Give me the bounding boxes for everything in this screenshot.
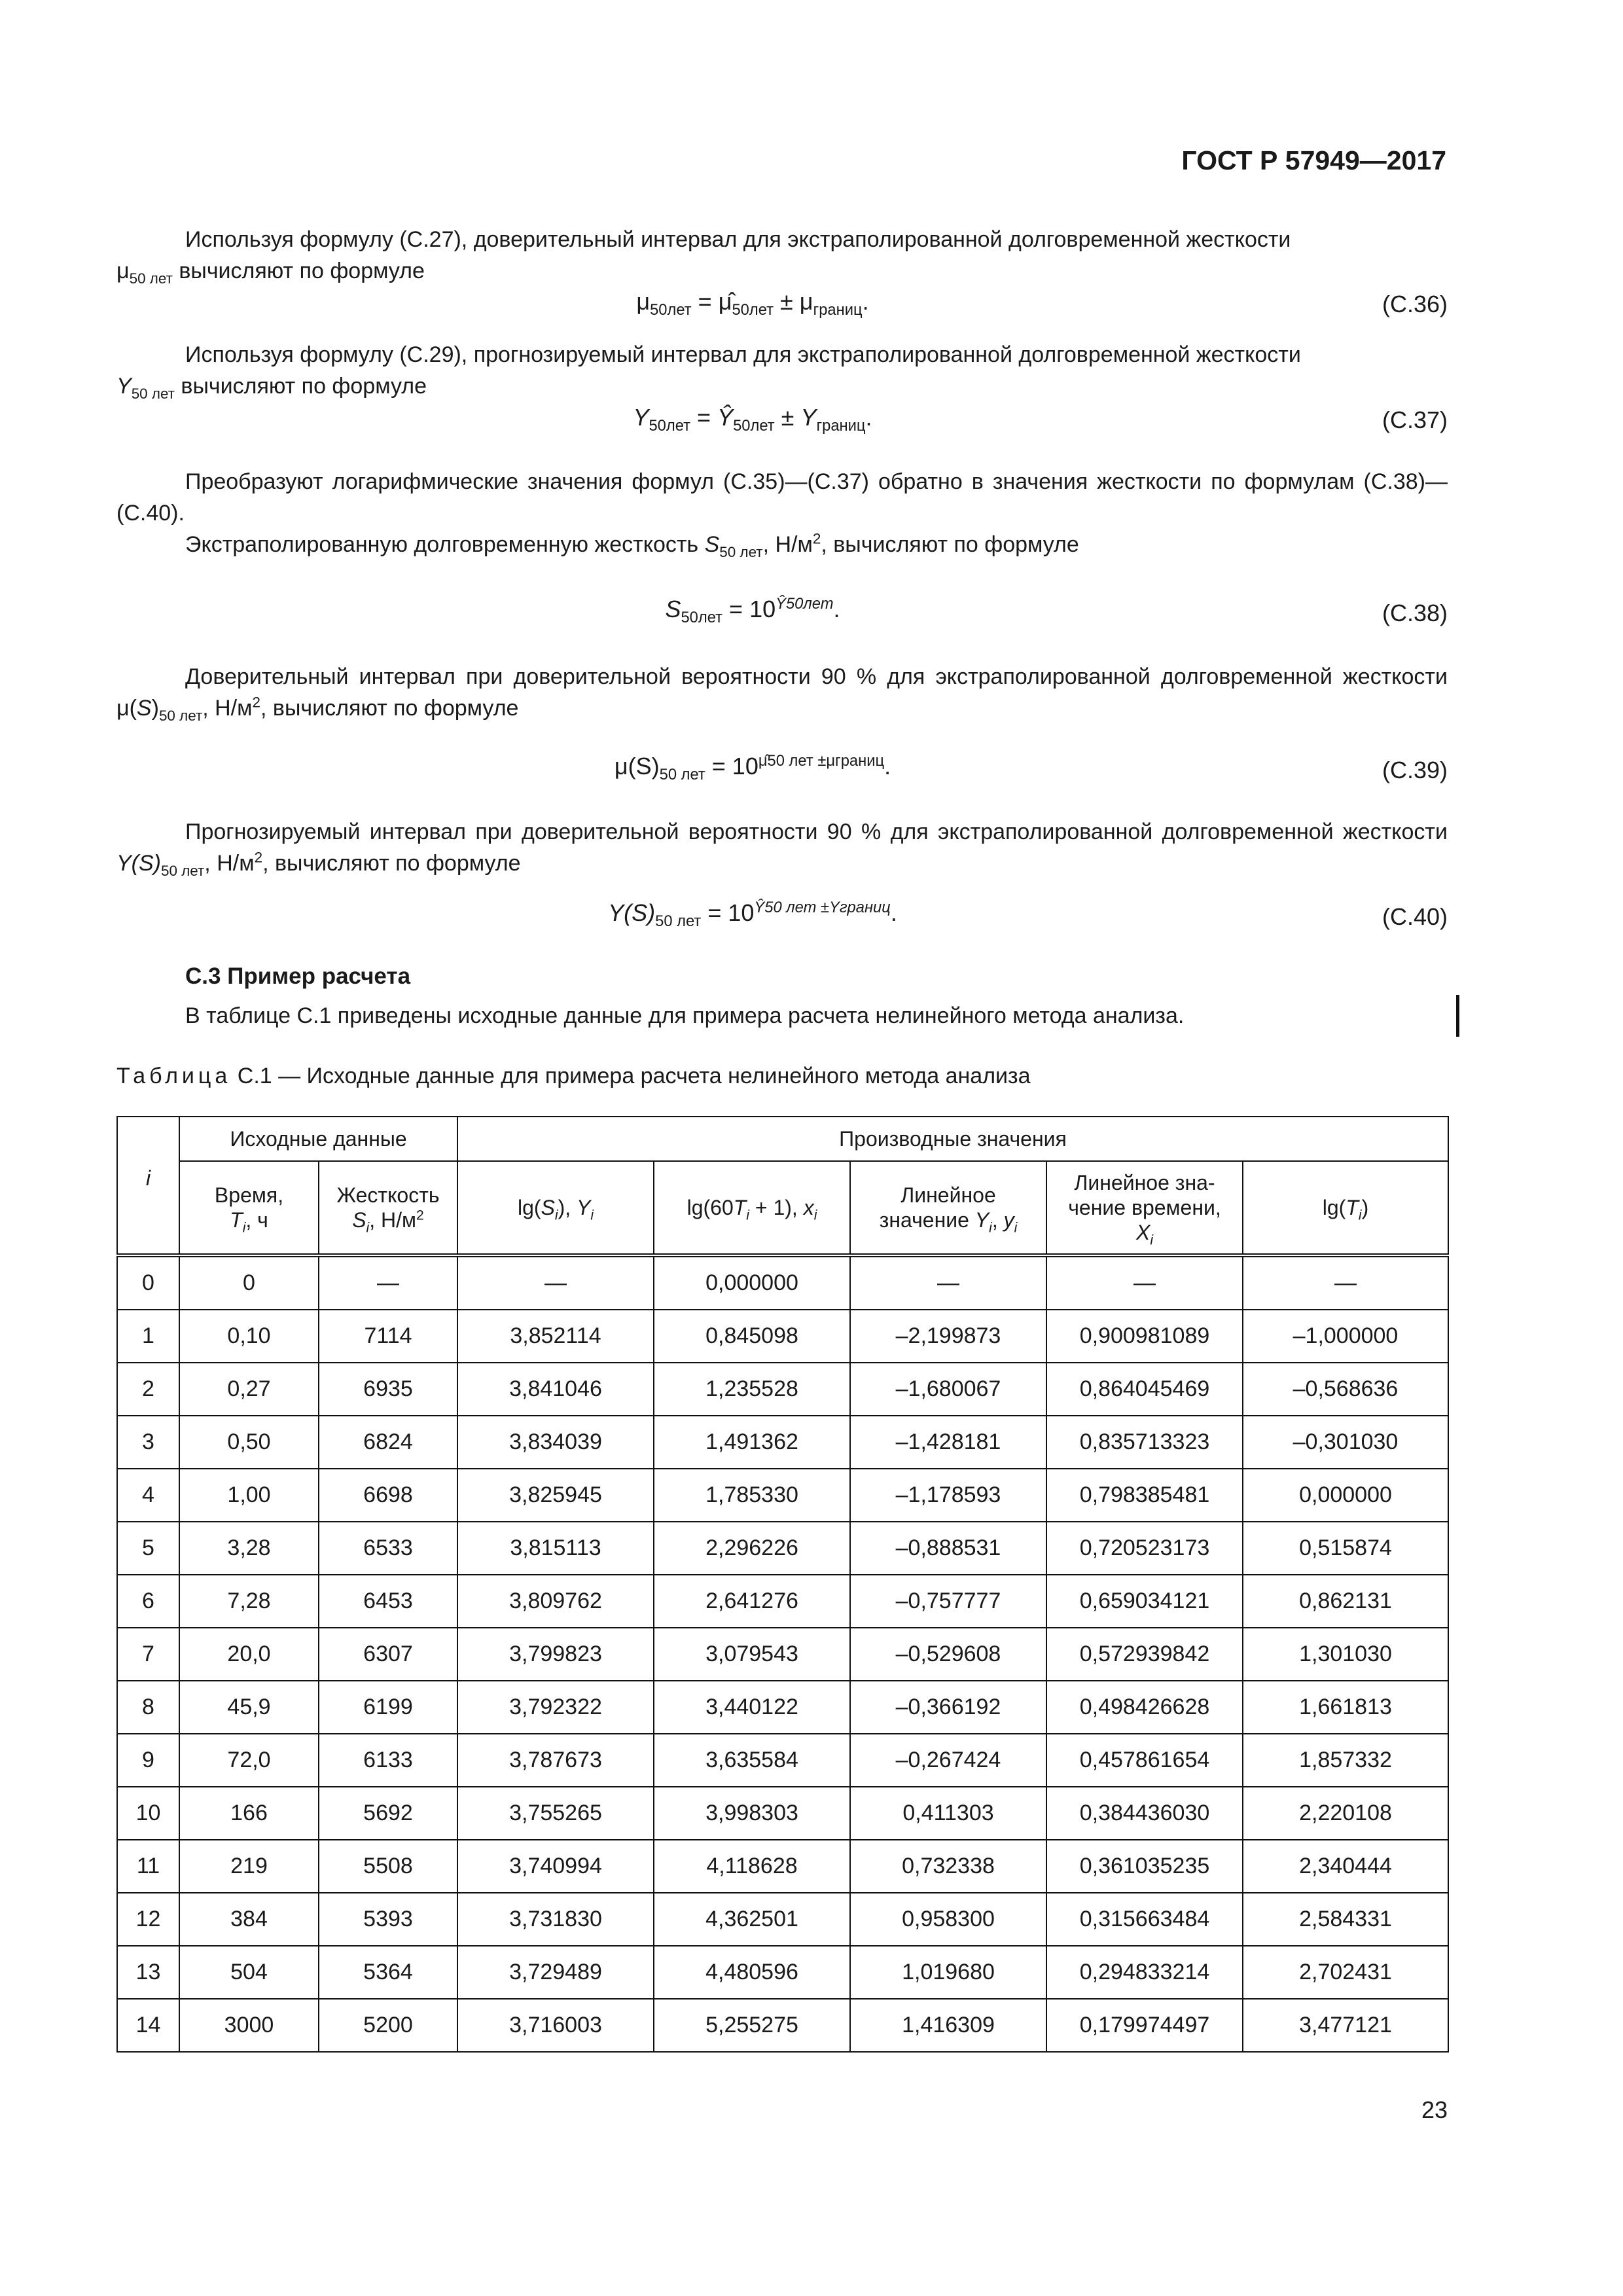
table-cell: 5393 xyxy=(319,1893,457,1946)
paragraph-text: Прогнозируемый интервал при доверительной вероятности 90 % для экстраполированной долговременной жесткости $Y(S)_{50 лет}$, $Н/м^2$, вычисляют по формуле xyxy=(116,819,1448,879)
table-header-row xyxy=(117,1117,1448,1161)
change-bar xyxy=(1456,995,1459,1037)
table-cell: 0,50 xyxy=(179,1416,319,1469)
table-cell: 384 xyxy=(179,1893,319,1946)
table-cell: –1,000000 xyxy=(1243,1310,1448,1363)
table-cell: 6824 xyxy=(319,1416,457,1469)
column-header-time: Время, $T_i$, ч xyxy=(179,1161,319,1255)
table-row xyxy=(117,1946,1448,1999)
table-cell: 0,798385481 xyxy=(1046,1469,1243,1522)
table-cell: 0,864045469 xyxy=(1046,1363,1243,1416)
table-cell: 0,457861654 xyxy=(1046,1734,1243,1787)
table-cell: 0 xyxy=(117,1255,179,1310)
table-cell: 3,792322 xyxy=(457,1681,654,1734)
table-cell: 11 xyxy=(117,1840,179,1893)
paragraph-text: Используя формулу (С.29), прогнозируемый интервал для экстраполированной долговременной жесткости xyxy=(185,342,1301,367)
table-row xyxy=(117,1681,1448,1734)
table-cell: 0,659034121 xyxy=(1046,1575,1243,1628)
table-row xyxy=(117,1628,1448,1681)
table-cell: 3,834039 xyxy=(457,1416,654,1469)
paragraph-text: Используя формулу (С.27), доверительный интервал для экстраполированной долговременной жесткости xyxy=(185,227,1291,252)
table-cell: 5508 xyxy=(319,1840,457,1893)
table-cell: 5364 xyxy=(319,1946,457,1999)
formula-c37: $Y_{50лет}$ = $Ŷ_{50лет} \pm Y_{границ}$. xyxy=(633,404,872,435)
table-cell: 45,9 xyxy=(179,1681,319,1734)
table-cell: 166 xyxy=(179,1787,319,1840)
column-header-linear-y: Линейное значение $Y_i$, $y_i$ xyxy=(850,1161,1046,1255)
table-row xyxy=(117,1999,1448,2052)
table-cell: 12 xyxy=(117,1893,179,1946)
table-cell: 3,635584 xyxy=(654,1734,850,1787)
table-cell: 5,255275 xyxy=(654,1999,850,2052)
formula-c40: $Y(S)_{50 лет} = 10^{Ŷ50 лет \pm Yграниц}$. xyxy=(608,899,897,931)
table-cell: 1,301030 xyxy=(1243,1628,1448,1681)
table-cell: 3,787673 xyxy=(457,1734,654,1787)
table-cell: 1,00 xyxy=(179,1469,319,1522)
table-cell: — xyxy=(1046,1255,1243,1310)
table-row xyxy=(117,1787,1448,1840)
table-cell: 4,480596 xyxy=(654,1946,850,1999)
table-cell: 0,720523173 xyxy=(1046,1522,1243,1575)
table-cell: — xyxy=(319,1255,457,1310)
table-cell: 2 xyxy=(117,1363,179,1416)
table-cell: 5 xyxy=(117,1522,179,1575)
table-row xyxy=(117,1522,1448,1575)
table-cell: 2,296226 xyxy=(654,1522,850,1575)
table-cell: 0,958300 xyxy=(850,1893,1046,1946)
table-cell: 2,584331 xyxy=(1243,1893,1448,1946)
table-row xyxy=(117,1840,1448,1893)
column-header-i: i xyxy=(117,1117,179,1255)
table-cell: 2,702431 xyxy=(1243,1946,1448,1999)
table-cell: 0,900981089 xyxy=(1046,1310,1243,1363)
table-cell: 10 xyxy=(117,1787,179,1840)
formula-c36: $\mu_{50лет}$ = $\mû_{50лет} \pm \mu_{границ}$. xyxy=(636,288,869,319)
table-cell: 0,498426628 xyxy=(1046,1681,1243,1734)
table-cell: 1,491362 xyxy=(654,1416,850,1469)
table-cell: 6133 xyxy=(319,1734,457,1787)
table-cell: –0,529608 xyxy=(850,1628,1046,1681)
table-caption-text: С.1 — Исходные данные для примера расчета нелинейного метода анализа xyxy=(231,1064,1031,1088)
paragraph-c37-intro xyxy=(116,339,1448,402)
table-row xyxy=(117,1469,1448,1522)
table-cell: 3,825945 xyxy=(457,1469,654,1522)
paragraph-text: Экстраполированную долговременную жесткость $S_{50 лет}$, $Н/м^2$, вычисляют по формуле xyxy=(185,530,1079,560)
formula-c38: $S_{50лет} = 10^{Ŷ50лет}$. xyxy=(665,595,840,627)
formula-c39: $\mu(S)_{50 лет} = 10^{\mû50 лет \pm\mu границ}$. xyxy=(614,752,891,784)
formula-number: (С.39) xyxy=(1382,757,1448,783)
table-cell: 6698 xyxy=(319,1469,457,1522)
table-cell: 0,572939842 xyxy=(1046,1628,1243,1681)
table-cell: –0,568636 xyxy=(1243,1363,1448,1416)
table-cell: –0,366192 xyxy=(850,1681,1046,1734)
paragraph-c39-intro xyxy=(116,661,1448,724)
table-cell: 0,835713323 xyxy=(1046,1416,1243,1469)
table-cell: 4,362501 xyxy=(654,1893,850,1946)
table-row xyxy=(117,1310,1448,1363)
table-cell: 0,732338 xyxy=(850,1840,1046,1893)
column-header-stiffness: Жесткость $S_i$, $Н/м^2$ xyxy=(319,1161,457,1255)
table-cell: 3,852114 xyxy=(457,1310,654,1363)
table-cell: 2,641276 xyxy=(654,1575,850,1628)
table-cell: 0,000000 xyxy=(654,1255,850,1310)
table-cell: 6533 xyxy=(319,1522,457,1575)
table-cell: 0,27 xyxy=(179,1363,319,1416)
table-cell: 0,179974497 xyxy=(1046,1999,1243,2052)
table-cell: –0,301030 xyxy=(1243,1416,1448,1469)
table-cell: –1,428181 xyxy=(850,1416,1046,1469)
table-row xyxy=(117,1416,1448,1469)
table-cell: 3,079543 xyxy=(654,1628,850,1681)
table-cell: 1,661813 xyxy=(1243,1681,1448,1734)
table-cell: 5200 xyxy=(319,1999,457,2052)
table-cell: 3,841046 xyxy=(457,1363,654,1416)
table-cell: 1,857332 xyxy=(1243,1734,1448,1787)
table-cell: 3 xyxy=(117,1416,179,1469)
formula-number: (С.37) xyxy=(1382,406,1448,433)
table-cell: –1,178593 xyxy=(850,1469,1046,1522)
formula-number: (С.40) xyxy=(1382,903,1448,930)
table-cell: –1,680067 xyxy=(850,1363,1046,1416)
table-cell: 0,845098 xyxy=(654,1310,850,1363)
table-cell: 3,799823 xyxy=(457,1628,654,1681)
table-cell: — xyxy=(457,1255,654,1310)
table-cell: 3,731830 xyxy=(457,1893,654,1946)
column-header-lg-60t: $\lg(60T_i + 1)$, $x_i$ xyxy=(654,1161,850,1255)
table-cell: 3,729489 xyxy=(457,1946,654,1999)
table-cell: 14 xyxy=(117,1999,179,2052)
data-table xyxy=(116,1116,1449,2053)
table-row xyxy=(117,1363,1448,1416)
table-cell: 3,716003 xyxy=(457,1999,654,2052)
table-cell: 72,0 xyxy=(179,1734,319,1787)
table-body xyxy=(117,1255,1448,2052)
table-cell: 3,755265 xyxy=(457,1787,654,1840)
table-cell: 20,0 xyxy=(179,1628,319,1681)
table-cell: –2,199873 xyxy=(850,1310,1046,1363)
table-cell: 6453 xyxy=(319,1575,457,1628)
table-cell: 13 xyxy=(117,1946,179,1999)
paragraph-c40-intro xyxy=(116,816,1448,879)
table-cell: 0,361035235 xyxy=(1046,1840,1243,1893)
table-cell: –0,888531 xyxy=(850,1522,1046,1575)
table-cell: –0,757777 xyxy=(850,1575,1046,1628)
table-cell: — xyxy=(1243,1255,1448,1310)
page-number: 23 xyxy=(1421,2096,1448,2123)
table-cell: — xyxy=(850,1255,1046,1310)
table-row xyxy=(117,1734,1448,1787)
table-row xyxy=(117,1255,1448,1310)
table-cell: 3,477121 xyxy=(1243,1999,1448,2052)
table-cell: 9 xyxy=(117,1734,179,1787)
table-cell: 1,235528 xyxy=(654,1363,850,1416)
table-cell: 3,28 xyxy=(179,1522,319,1575)
column-header-linear-x: Линейное зна- чение времени, $X_i$ xyxy=(1046,1161,1243,1255)
table-cell: 0,411303 xyxy=(850,1787,1046,1840)
table-cell: 4 xyxy=(117,1469,179,1522)
column-group-derived: Производные значения xyxy=(457,1117,1448,1161)
table-cell: 3,998303 xyxy=(654,1787,850,1840)
table-cell: 6 xyxy=(117,1575,179,1628)
table-cell: 8 xyxy=(117,1681,179,1734)
table-cell: 2,220108 xyxy=(1243,1787,1448,1840)
table-cell: 504 xyxy=(179,1946,319,1999)
paragraph-c36-intro xyxy=(116,224,1448,287)
table-cell: 3,815113 xyxy=(457,1522,654,1575)
column-header-lg-s: $\lg(S_i)$, $Y_i$ xyxy=(457,1161,654,1255)
table-cell: 3000 xyxy=(179,1999,319,2052)
table-cell: 0,384436030 xyxy=(1046,1787,1243,1840)
table-caption xyxy=(116,1064,1031,1089)
paragraph-text: Преобразуют логарифмические значения формул (С.35)—(С.37) обратно в значения жесткости по формулам (С.38)—(С.40). xyxy=(116,469,1448,526)
column-header-lg-t: $\lg(T_i)$ xyxy=(1243,1161,1448,1255)
table-cell: 0,862131 xyxy=(1243,1575,1448,1628)
paragraph-text: $Y_{50 лет}$ вычисляют по формуле xyxy=(116,374,427,402)
table-cell: 7114 xyxy=(319,1310,457,1363)
table-cell: 1 xyxy=(117,1310,179,1363)
table-cell: 1,019680 xyxy=(850,1946,1046,1999)
table-cell: 0,515874 xyxy=(1243,1522,1448,1575)
table-cell: 3,440122 xyxy=(654,1681,850,1734)
table-cell: 0,000000 xyxy=(1243,1469,1448,1522)
paragraph-c38-intro xyxy=(116,529,1448,560)
table-cell: 1,416309 xyxy=(850,1999,1046,2052)
table-cell: 3,740994 xyxy=(457,1840,654,1893)
table-cell: 0,315663484 xyxy=(1046,1893,1243,1946)
table-cell: 0,294833214 xyxy=(1046,1946,1243,1999)
table-cell: 4,118628 xyxy=(654,1840,850,1893)
table-cell: –0,267424 xyxy=(850,1734,1046,1787)
document-header: ГОСТ Р 57949—2017 xyxy=(1181,145,1446,175)
section-text: В таблице С.1 приведены исходные данные для примера расчета нелинейного метода анализа. xyxy=(185,1003,1185,1028)
table-cell: 219 xyxy=(179,1840,319,1893)
table-header-row xyxy=(117,1161,1448,1255)
table-cell: 3,809762 xyxy=(457,1575,654,1628)
paragraph-text: Доверительный интервал при доверительной вероятности 90 % для экстраполированной долговременной жесткости $\mu(S)_{50 лет}$, $Н/м^2$, вычисляют по формуле xyxy=(116,664,1448,724)
table-cell: 5692 xyxy=(319,1787,457,1840)
paragraph-conversion xyxy=(116,466,1448,529)
section-title: С.3 Пример расчета xyxy=(185,963,411,989)
table-cell: 1,785330 xyxy=(654,1469,850,1522)
column-group-source: Исходные данные xyxy=(179,1117,457,1161)
table-cell: 2,340444 xyxy=(1243,1840,1448,1893)
table-cell: 0 xyxy=(179,1255,319,1310)
table-cell: 6199 xyxy=(319,1681,457,1734)
table-cell: 0,10 xyxy=(179,1310,319,1363)
paragraph-text: $\mu_{50 лет}$ вычисляют по формуле xyxy=(116,259,425,287)
table-cell: 6935 xyxy=(319,1363,457,1416)
table-caption-label: Таблица xyxy=(116,1064,232,1088)
table-cell: 6307 xyxy=(319,1628,457,1681)
formula-number: (С.38) xyxy=(1382,600,1448,626)
table-row xyxy=(117,1575,1448,1628)
table-row xyxy=(117,1893,1448,1946)
table-cell: 7,28 xyxy=(179,1575,319,1628)
formula-number: (С.36) xyxy=(1382,291,1448,317)
table-cell: 7 xyxy=(117,1628,179,1681)
